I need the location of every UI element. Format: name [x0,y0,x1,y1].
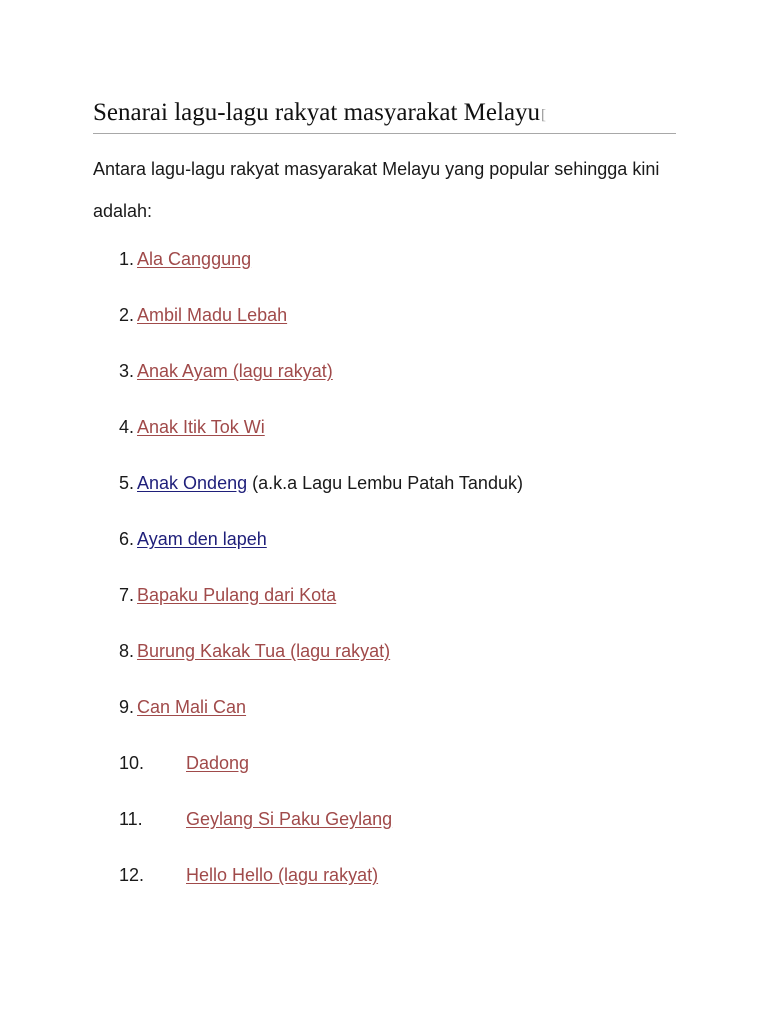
list-item [119,414,265,440]
song-link[interactable]: Ala Canggung [137,249,252,269]
song-link[interactable]: Ambil Madu Lebah [137,305,288,325]
song-link[interactable]: Anak Ayam (lagu rakyat) [137,361,333,381]
heading-title: Senarai lagu-lagu rakyat masyarakat Melayu [93,99,541,126]
list-number: 2. [119,305,135,325]
song-link[interactable]: Hello Hello (lagu rakyat) [186,865,379,885]
list-number: 10. [119,753,145,773]
list-number: 3. [119,361,135,381]
song-link[interactable]: Burung Kakak Tua (lagu rakyat) [137,641,391,661]
list-item [119,862,378,888]
list-number: 6. [119,529,135,549]
list-number: 12. [119,865,145,885]
list-number: 11. [119,809,143,829]
list-item [119,470,523,496]
song-link[interactable]: Anak Itik Tok Wi [137,417,265,437]
list-item [119,358,333,384]
edit-bracket[interactable]: [ [541,107,547,123]
list-item [119,246,251,272]
list-item [119,694,246,720]
list-number: 5. [119,473,135,493]
list-number: 8. [119,641,135,661]
list-number: 9. [119,697,135,717]
list-item [119,302,287,328]
song-link[interactable]: Anak Ondeng [137,473,248,493]
list-item [119,750,249,776]
intro-paragraph: Antara lagu-lagu rakyat masyarakat Melayu yang popular sehingga kini adalah: [93,159,660,221]
song-note: (a.k.a Lagu Lembu Patah Tanduk) [252,473,523,493]
list-item [119,582,336,608]
section-heading [93,98,676,134]
song-link[interactable]: Bapaku Pulang dari Kota [137,585,337,605]
song-link[interactable]: Geylang Si Paku Geylang [186,809,393,829]
list-number: 7. [119,585,135,605]
list-number: 4. [119,417,135,437]
list-item [119,638,390,664]
list-item [119,526,267,552]
song-link[interactable]: Can Mali Can [137,697,247,717]
list-number: 1. [119,249,135,269]
list-item [119,806,392,832]
song-link[interactable]: Ayam den lapeh [137,529,267,549]
song-link[interactable]: Dadong [186,753,250,773]
